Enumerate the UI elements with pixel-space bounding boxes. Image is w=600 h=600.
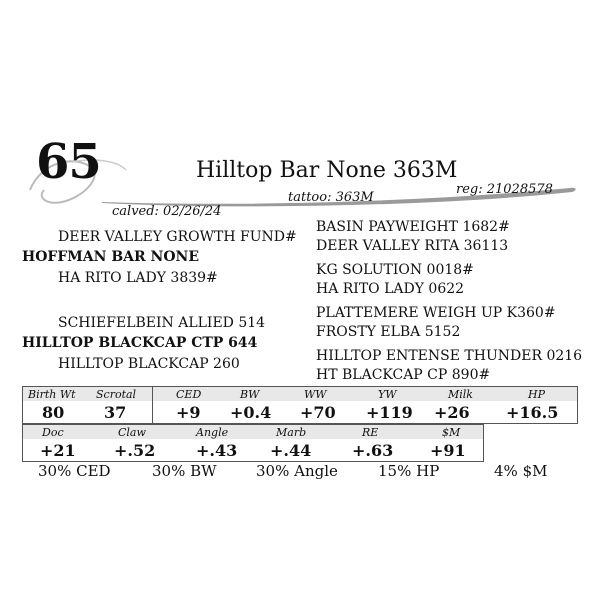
epd-value-claw: +.52 <box>114 441 156 460</box>
epd-label-bw: BW <box>240 388 260 401</box>
epd-value-angle: +.43 <box>196 441 238 460</box>
pedigree-ancestor: PLATTEMERE WEIGH UP K360# <box>316 305 556 321</box>
epd-value-milk: +26 <box>434 403 470 422</box>
epd-label-marb: Marb <box>276 426 307 439</box>
index-weight: 15% HP <box>378 462 440 480</box>
index-weight: 30% CED <box>38 462 111 480</box>
epd-label-yw: YW <box>378 388 397 401</box>
epd-label-birth-wt: Birth Wt <box>28 388 76 401</box>
epd-label-ww: WW <box>304 388 327 401</box>
epd-value-doc: +21 <box>40 441 76 460</box>
epd-label-ced: CED <box>176 388 202 401</box>
epd-value-marb: +.44 <box>270 441 312 460</box>
pedigree-ancestor: HT BLACKCAP CP 890# <box>316 367 491 383</box>
epd-value-bw: +0.4 <box>230 403 272 422</box>
epd-value-birth-wt: 80 <box>42 403 65 422</box>
tattoo: tattoo: 363M <box>288 190 374 205</box>
pedigree-ancestor: BASIN PAYWEIGHT 1682# <box>316 219 510 235</box>
pedigree-ancestor: FROSTY ELBA 5152 <box>316 324 461 340</box>
epd-label-scrotal: Scrotal <box>96 388 137 401</box>
lot-number: 65 <box>36 134 101 190</box>
pedigree-sire-sire: DEER VALLEY GROWTH FUND# <box>58 229 297 245</box>
calved-date: calved: 02/26/24 <box>112 204 222 219</box>
index-weight: 4% $M <box>494 462 548 480</box>
epd-label-milk: Milk <box>448 388 473 401</box>
pedigree-sire-dam: HA RITO LADY 3839# <box>58 270 218 286</box>
epd-value-re: +.63 <box>352 441 394 460</box>
index-weight: 30% Angle <box>256 462 338 480</box>
epd-divider <box>152 387 153 423</box>
registration-number: reg: 21028578 <box>456 182 553 197</box>
pedigree-dam-dam: HILLTOP BLACKCAP 260 <box>58 356 240 372</box>
pedigree-ancestor: HILLTOP ENTENSE THUNDER 0216 <box>316 348 583 364</box>
epd-label-claw: Claw <box>118 426 146 439</box>
pedigree-ancestor: DEER VALLEY RITA 36113 <box>316 238 509 254</box>
pedigree-dam-sire: SCHIEFELBEIN ALLIED 514 <box>58 315 266 331</box>
epd-value-hp: +16.5 <box>506 403 559 422</box>
epd-header-band <box>23 425 483 439</box>
animal-name: Hilltop Bar None 363M <box>196 158 458 183</box>
index-weight: 30% BW <box>152 462 217 480</box>
pedigree-sire: HOFFMAN BAR NONE <box>22 249 199 265</box>
epd-value-yw: +119 <box>366 403 413 422</box>
pedigree-ancestor: KG SOLUTION 0018# <box>316 262 474 278</box>
epd-value-scrotal: 37 <box>104 403 127 422</box>
epd-value-ww: +70 <box>300 403 336 422</box>
pedigree-ancestor: HA RITO LADY 0622 <box>316 281 465 297</box>
epd-label-angle: Angle <box>196 426 229 439</box>
epd-value-ced: +9 <box>176 403 201 422</box>
epd-label-hp: HP <box>528 388 545 401</box>
epd-label-re: RE <box>362 426 379 439</box>
epd-label-doc: Doc <box>42 426 64 439</box>
pedigree-dam: HILLTOP BLACKCAP CTP 644 <box>22 335 258 351</box>
epd-value-dollar-m: +91 <box>430 441 466 460</box>
epd-label-dollar-m: $M <box>442 426 461 439</box>
